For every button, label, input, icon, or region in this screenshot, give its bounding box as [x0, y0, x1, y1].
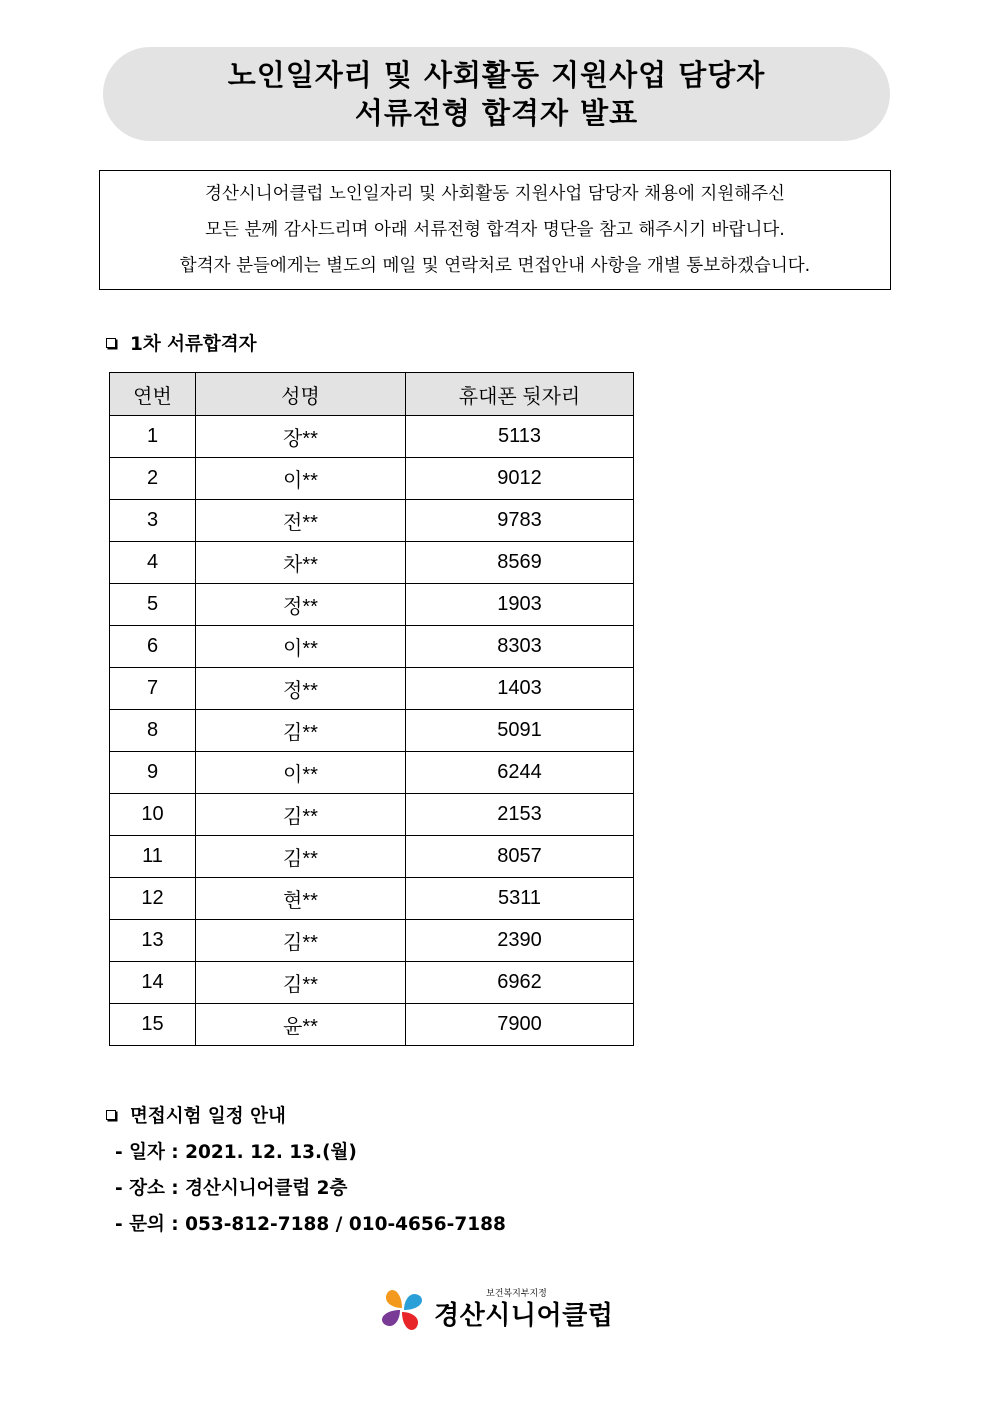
cell-number: 14 [110, 962, 196, 1004]
cell-number: 12 [110, 878, 196, 920]
cell-name: 현** [196, 878, 406, 920]
cell-name: 이** [196, 458, 406, 500]
notice-line-3: 합격자 분들에게는 별도의 메일 및 연락처로 면접안내 사항을 개별 통보하겠습니다. [179, 256, 811, 276]
interview-date: - 일자 : 2021. 12. 13.(월) [115, 1142, 357, 1163]
cell-name: 전** [196, 500, 406, 542]
cell-name: 이** [196, 626, 406, 668]
cell-number: 10 [110, 794, 196, 836]
logo-subtitle: 보건복지부지정 [486, 1289, 547, 1299]
table-header-row [110, 373, 634, 416]
cell-name: 윤** [196, 1004, 406, 1046]
column-header-number: 연번 [110, 373, 196, 416]
page-title-line-1: 노인일자리 및 사회활동 지원사업 담당자 [227, 58, 766, 92]
cell-name: 정** [196, 668, 406, 710]
table-row [110, 962, 634, 1004]
cell-number: 3 [110, 500, 196, 542]
cell-phone: 8303 [406, 626, 634, 668]
cell-number: 13 [110, 920, 196, 962]
table-row [110, 416, 634, 458]
cell-phone: 2153 [406, 794, 634, 836]
column-header-name: 성명 [196, 373, 406, 416]
table-body [110, 416, 634, 1046]
cell-phone: 6244 [406, 752, 634, 794]
cell-name: 김** [196, 836, 406, 878]
cell-name: 차** [196, 542, 406, 584]
cell-name: 김** [196, 920, 406, 962]
table-row [110, 1004, 634, 1046]
page-title-line-2: 서류전형 합격자 발표 [354, 96, 639, 130]
cell-number: 1 [110, 416, 196, 458]
checkbox-bullet-icon [106, 338, 116, 348]
section-heading-first-pass [106, 330, 257, 356]
cell-phone: 9783 [406, 500, 634, 542]
cell-number: 4 [110, 542, 196, 584]
clover-logo-icon [376, 1284, 428, 1336]
cell-number: 5 [110, 584, 196, 626]
notice-box [99, 170, 891, 290]
cell-phone: 9012 [406, 458, 634, 500]
cell-name: 김** [196, 710, 406, 752]
table-row [110, 710, 634, 752]
table-row [110, 542, 634, 584]
section-heading-interview [106, 1102, 286, 1128]
logo-name: 경산시니어클럽 [434, 1301, 614, 1331]
cell-name: 김** [196, 962, 406, 1004]
table-row [110, 836, 634, 878]
table-row [110, 500, 634, 542]
section-heading-label: 면접시험 일정 안내 [130, 1106, 286, 1127]
cell-number: 15 [110, 1004, 196, 1046]
interview-contact: - 문의 : 053-812-7188 / 010-4656-7188 [115, 1214, 506, 1235]
table-row [110, 668, 634, 710]
cell-name: 이** [196, 752, 406, 794]
cell-phone: 7900 [406, 1004, 634, 1046]
interview-place: - 장소 : 경산시니어클럽 2층 [115, 1178, 348, 1199]
table-row [110, 794, 634, 836]
cell-phone: 8569 [406, 542, 634, 584]
notice-line-2: 모든 분께 감사드리며 아래 서류전형 합격자 명단을 참고 해주시기 바랍니다. [205, 220, 785, 240]
cell-number: 6 [110, 626, 196, 668]
cell-name: 김** [196, 794, 406, 836]
cell-phone: 8057 [406, 836, 634, 878]
cell-phone: 5311 [406, 878, 634, 920]
table-row [110, 458, 634, 500]
cell-name: 정** [196, 584, 406, 626]
title-banner [103, 47, 890, 141]
notice-line-1: 경산시니어클럽 노인일자리 및 사회활동 지원사업 담당자 채용에 지원해주신 [205, 184, 785, 204]
cell-phone: 5113 [406, 416, 634, 458]
results-table [109, 372, 634, 1046]
section-heading-label: 1차 서류합격자 [130, 334, 257, 355]
column-header-phone: 휴대폰 뒷자리 [406, 373, 634, 416]
checkbox-bullet-icon [106, 1110, 116, 1120]
table-row [110, 920, 634, 962]
cell-number: 11 [110, 836, 196, 878]
organization-logo [376, 1280, 626, 1340]
cell-number: 9 [110, 752, 196, 794]
table-row [110, 626, 634, 668]
cell-phone: 5091 [406, 710, 634, 752]
table-row [110, 878, 634, 920]
cell-number: 2 [110, 458, 196, 500]
cell-phone: 1903 [406, 584, 634, 626]
cell-phone: 6962 [406, 962, 634, 1004]
table-row [110, 752, 634, 794]
cell-phone: 1403 [406, 668, 634, 710]
cell-number: 8 [110, 710, 196, 752]
cell-name: 장** [196, 416, 406, 458]
table-row [110, 584, 634, 626]
cell-number: 7 [110, 668, 196, 710]
cell-phone: 2390 [406, 920, 634, 962]
